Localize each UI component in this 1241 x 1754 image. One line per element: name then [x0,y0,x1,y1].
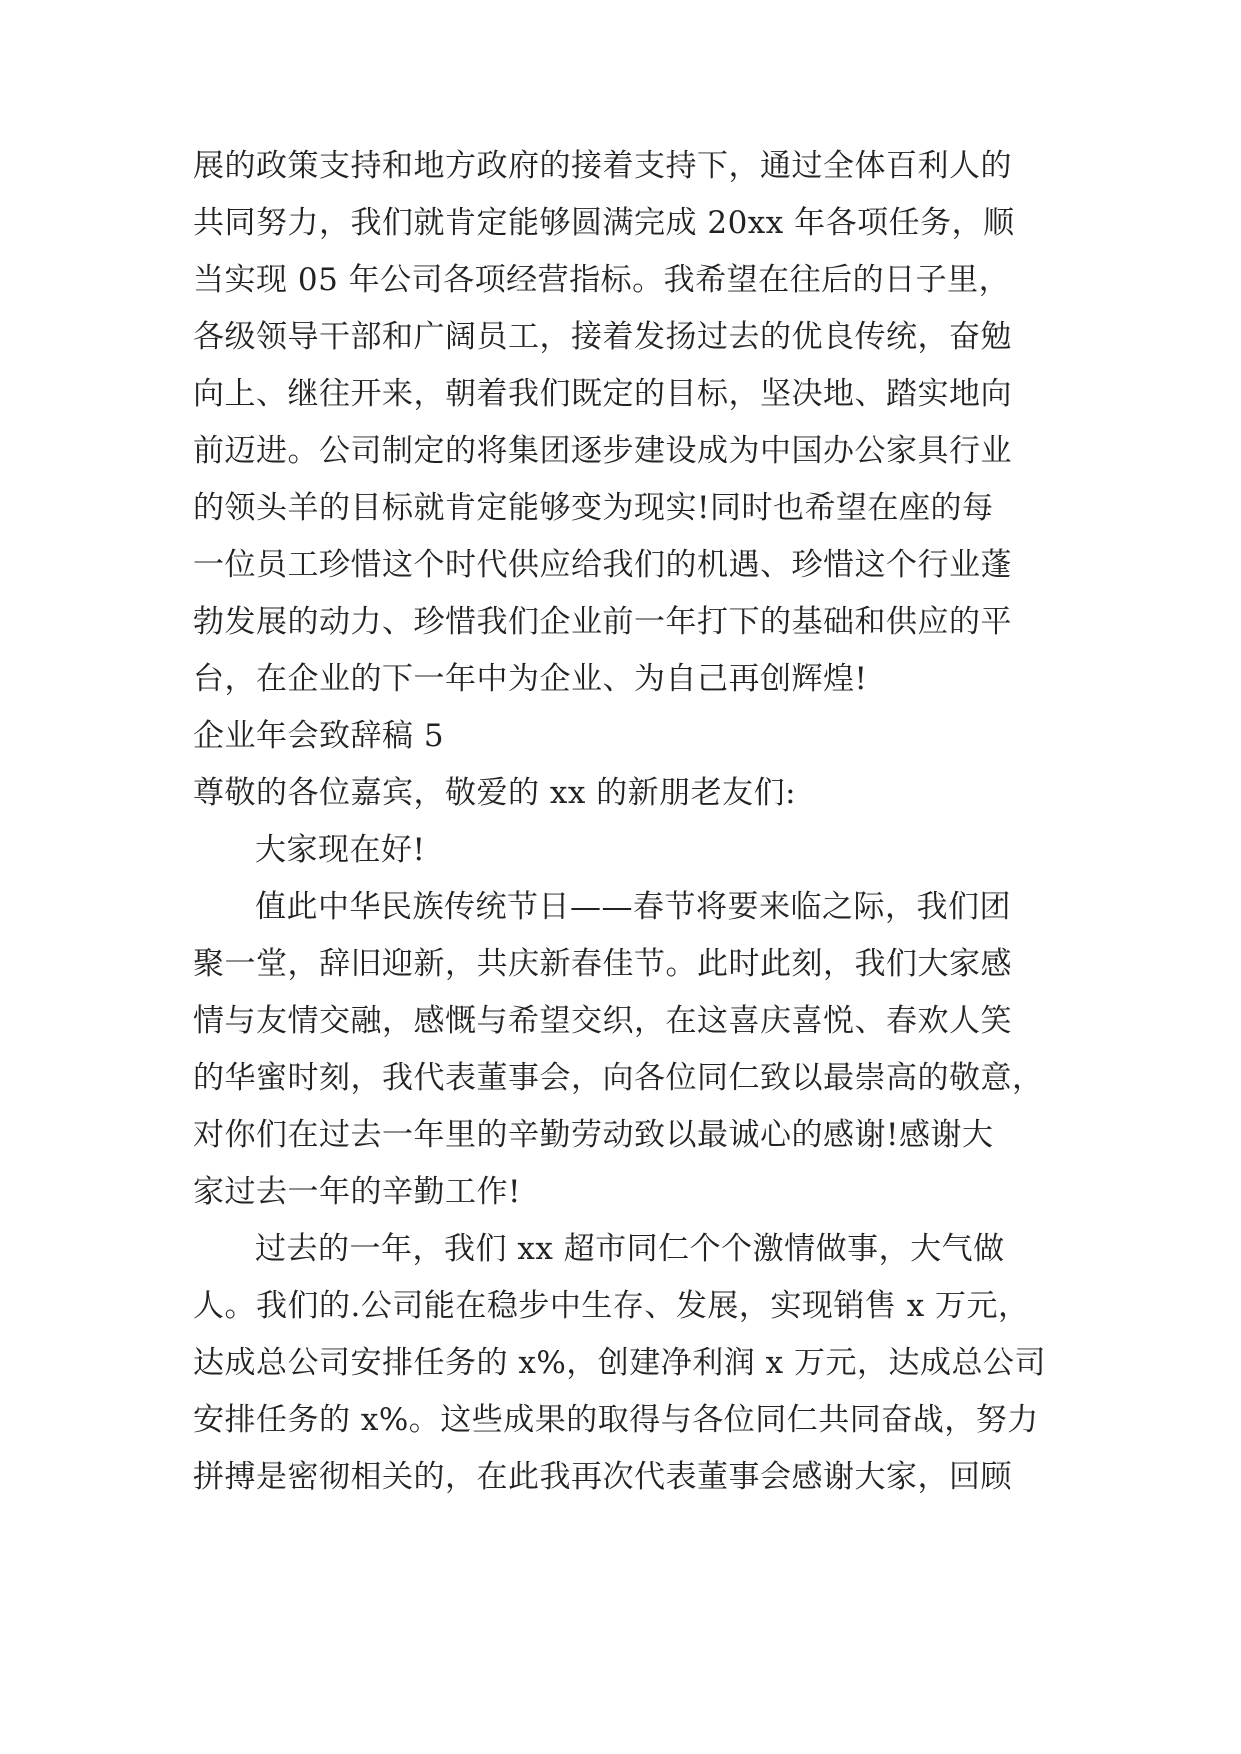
salutation-line: 尊敬的各位嘉宾，敬爱的 xx 的新朋老友们: [193,775,797,811]
paragraph-line: 台，在企业的下一年中为企业、为自己再创辉煌! [193,661,868,697]
paragraph-line: 各级领导干部和广阔员工，接着发扬过去的优良传统，奋勉 [193,319,1012,355]
paragraph-line: 前迈进。公司制定的将集团逐步建设成为中国办公家具行业 [193,433,1012,469]
paragraph-line: 的领头羊的目标就肯定能够变为现实!同时也希望在座的每 [193,490,994,526]
paragraph-line: 值此中华民族传统节日——春节将要来临之际，我们团 [255,889,1011,925]
paragraph-line: 拼搏是密彻相关的，在此我再次代表董事会感谢大家，回顾 [193,1459,1012,1495]
paragraph-line: 情与友情交融，感慨与希望交织，在这喜庆喜悦、春欢人笑 [193,1003,1012,1039]
paragraph-line: 勃发展的动力、珍惜我们企业前一年打下的基础和供应的平 [193,604,1012,640]
paragraph-line: 当实现 05 年公司各项经营指标。我希望在往后的日子里， [193,262,1011,298]
paragraph-line: 对你们在过去一年里的辛勤劳动致以最诚心的感谢!感谢大 [193,1117,994,1153]
paragraph-line: 过去的一年，我们 xx 超市同仁个个激情做事，大气做 [255,1231,1005,1267]
paragraph-line: 的华蜜时刻，我代表董事会，向各位同仁致以最崇高的敬意， [193,1060,1044,1096]
paragraph-line: 一位员工珍惜这个时代供应给我们的机遇、珍惜这个行业蓬 [193,547,1012,583]
paragraph-line: 共同努力，我们就肯定能够圆满完成 20xx 年各项任务，顺 [193,205,1015,241]
paragraph-line: 家过去一年的辛勤工作! [193,1174,521,1210]
paragraph-line: 安排任务的 x%。这些成果的取得与各位同仁共同奋战，努力 [193,1402,1039,1438]
paragraph-line: 人。我们的.公司能在稳步中生存、发展，实现销售 x 万元， [193,1288,1030,1324]
paragraph-line: 聚一堂，辞旧迎新，共庆新春佳节。此时此刻，我们大家感 [193,946,1012,982]
paragraph-line: 达成总公司安排任务的 x%，创建净利润 x 万元，达成总公司 [193,1345,1046,1381]
paragraph-line: 展的政策支持和地方政府的接着支持下，通过全体百利人的 [193,148,1012,184]
section-heading: 企业年会致辞稿 5 [193,718,445,754]
paragraph-line: 向上、继往开来，朝着我们既定的目标，坚决地、踏实地向 [193,376,1012,412]
greeting-line: 大家现在好! [255,832,426,868]
